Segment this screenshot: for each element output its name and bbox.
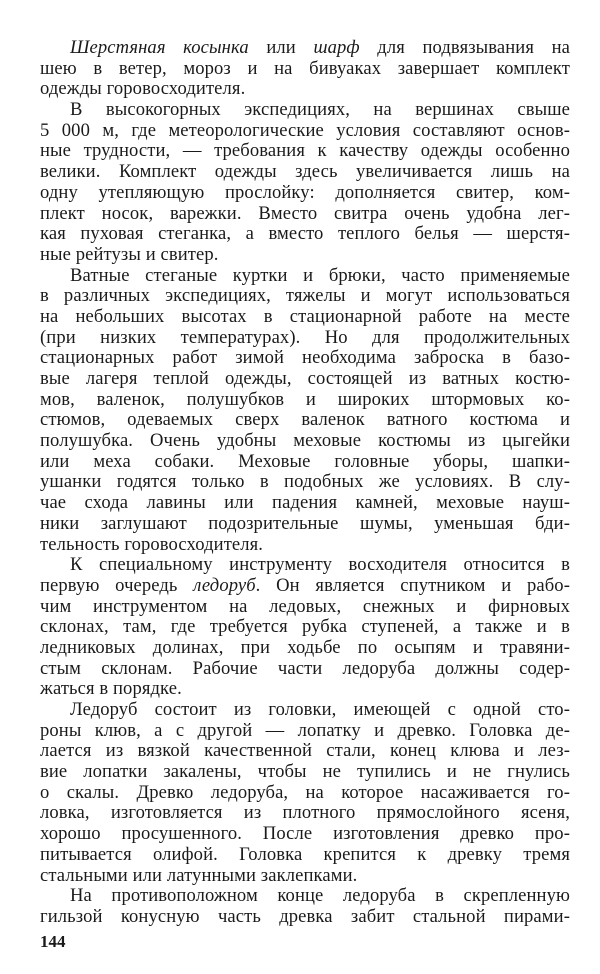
- text-run: первую очередь: [40, 574, 194, 596]
- italic-term: шарф: [313, 37, 360, 58]
- text-run: или меха собаки. Меховые головные уборы, шапки-: [40, 450, 570, 472]
- text-run: или: [248, 37, 314, 58]
- text-run: на небольших высотах в стационарной работе на месте: [40, 305, 570, 327]
- text-line: [40, 783, 570, 804]
- text-line: [40, 59, 570, 80]
- text-run: ные рейтузы и свитер.: [40, 243, 219, 265]
- text-run: одежды горовосходителя.: [40, 78, 246, 100]
- text-line: [40, 390, 570, 411]
- text-run: о скалы. Древко ледоруба, на которое насаживается го-: [40, 781, 570, 803]
- text-line: [40, 824, 570, 845]
- text-run: стюмов, одеваемых сверх валенок ватного костюма и: [40, 409, 570, 431]
- text-line: [40, 410, 570, 431]
- text-line: [40, 266, 570, 287]
- text-line: [40, 369, 570, 390]
- text-run: ушанки годятся только в подобных же условиях. В слу-: [40, 471, 570, 493]
- text-run: К специальному инструменту восходителя относится в: [70, 554, 570, 576]
- paragraph: [40, 886, 570, 927]
- text-run: стальными или латунными заклепками.: [40, 864, 358, 886]
- text-run: мов, валенок, полушубков и широких штормовых ко-: [40, 388, 570, 410]
- text-run: Ватные стеганые куртки и брюки, часто применяемые: [70, 264, 570, 286]
- text-line: [40, 224, 570, 245]
- text-line: [40, 162, 570, 183]
- text-run: 5 000 м, где метеорологические условия составляют основ-: [40, 119, 570, 141]
- italic-term: Шерстяная косынка: [70, 37, 249, 58]
- text-line: [40, 597, 570, 618]
- text-line: [40, 907, 570, 928]
- text-line: [40, 307, 570, 328]
- text-line: [40, 638, 570, 659]
- text-line: [40, 204, 570, 225]
- text-line: [40, 721, 570, 742]
- paragraph: [40, 38, 570, 100]
- text-line: [40, 803, 570, 824]
- text-line: [40, 79, 570, 100]
- text-run: одну утепляющую прослойку: дополняется свитер, ком-: [40, 181, 570, 203]
- text-run: хорошо просушенного. После изготовления древко про-: [40, 823, 570, 845]
- text-run: ные трудности, — требования к качеству одежды особенно: [40, 140, 570, 162]
- text-line: [40, 472, 570, 493]
- text-line: [40, 617, 570, 638]
- text-line: [40, 845, 570, 866]
- page-text: [40, 38, 570, 928]
- text-line: [40, 452, 570, 473]
- text-run: вие лопатки закалены, чтобы не тупились и не гнулись: [40, 761, 570, 783]
- text-line: [40, 576, 570, 597]
- text-line: [40, 866, 570, 887]
- paragraph: [40, 555, 570, 700]
- text-run: в различных экспедициях, тяжелы и могут использоваться: [40, 285, 570, 307]
- text-line: [40, 38, 570, 59]
- text-line: [40, 514, 570, 535]
- text-line: [40, 100, 570, 121]
- text-run: гильзой конусную часть древка забит стальной пирами-: [40, 905, 570, 927]
- text-run: чае схода лавины или падения камней, меховые науш-: [40, 492, 570, 514]
- text-run: плект носок, варежки. Вместо свитра очень удобна лег-: [40, 202, 570, 224]
- text-run: . Он является спутником и рабо-: [255, 574, 570, 596]
- text-line: [40, 431, 570, 452]
- paragraph: [40, 266, 570, 556]
- text-run: склонах, там, где требуется рубка ступеней, а также и в: [40, 616, 570, 638]
- text-line: [40, 493, 570, 514]
- text-run: шею в ветер, мороз и на бивуаках завершает комплект: [40, 57, 570, 79]
- text-run: стым склонам. Рабочие части ледоруба должны содер-: [40, 657, 570, 679]
- text-run: ловка, изготовляется из плотного прямослойного ясеня,: [40, 802, 570, 824]
- text-line: [40, 183, 570, 204]
- text-line: [40, 328, 570, 349]
- text-line: [40, 286, 570, 307]
- text-line: [40, 535, 570, 556]
- text-run: кая пуховая стеганка, а вместо теплого белья — шерстя-: [40, 223, 570, 245]
- text-line: [40, 245, 570, 266]
- page-number: 144: [40, 932, 66, 951]
- text-run: роны клюв, а с другой — лопатку и древко. Головка де-: [40, 719, 570, 741]
- text-run: На противоположном конце ледоруба в скрепленную: [70, 885, 570, 907]
- text-line: [40, 741, 570, 762]
- text-line: [40, 121, 570, 142]
- text-run: ледниковых долинах, при ходьбе по осыпям и травяни-: [40, 636, 570, 658]
- text-line: [40, 762, 570, 783]
- text-run: жаться в порядке.: [40, 678, 182, 700]
- text-line: [40, 555, 570, 576]
- text-run: ники заглушают подозрительные шумы, уменьшая бди-: [40, 512, 570, 534]
- paragraph: [40, 700, 570, 886]
- text-line: [40, 886, 570, 907]
- text-run: тельность горовосходителя.: [40, 533, 264, 555]
- text-run: полушубка. Очень удобны меховые костюмы из цыгейки: [40, 430, 570, 452]
- italic-term: ледоруб: [193, 574, 256, 596]
- text-run: Ледоруб состоит из головки, имеющей с одной сто-: [70, 699, 570, 720]
- text-run: для подвязывания на: [359, 37, 570, 58]
- text-run: (при низких температурах). Но для продолжительных: [40, 326, 570, 348]
- text-line: [40, 700, 570, 721]
- text-run: В высокогорных экспедициях, на вершинах свыше: [70, 99, 570, 121]
- text-run: велики. Комплект одежды здесь увеличивается лишь на: [40, 161, 570, 183]
- text-run: питывается олифой. Головка крепится к древку тремя: [40, 843, 570, 865]
- text-line: [40, 679, 570, 700]
- text-line: [40, 348, 570, 369]
- text-line: [40, 141, 570, 162]
- text-run: вые лагеря теплой одежды, состоящей из ватных костю-: [40, 368, 570, 389]
- text-run: лается из вязкой качественной стали, конец клюва и лез-: [40, 740, 570, 762]
- text-run: стационарных работ зимой необходима заброска в базо-: [40, 347, 570, 369]
- text-line: [40, 659, 570, 680]
- text-run: чим инструментом на ледовых, снежных и фирновых: [40, 595, 570, 617]
- paragraph: [40, 100, 570, 266]
